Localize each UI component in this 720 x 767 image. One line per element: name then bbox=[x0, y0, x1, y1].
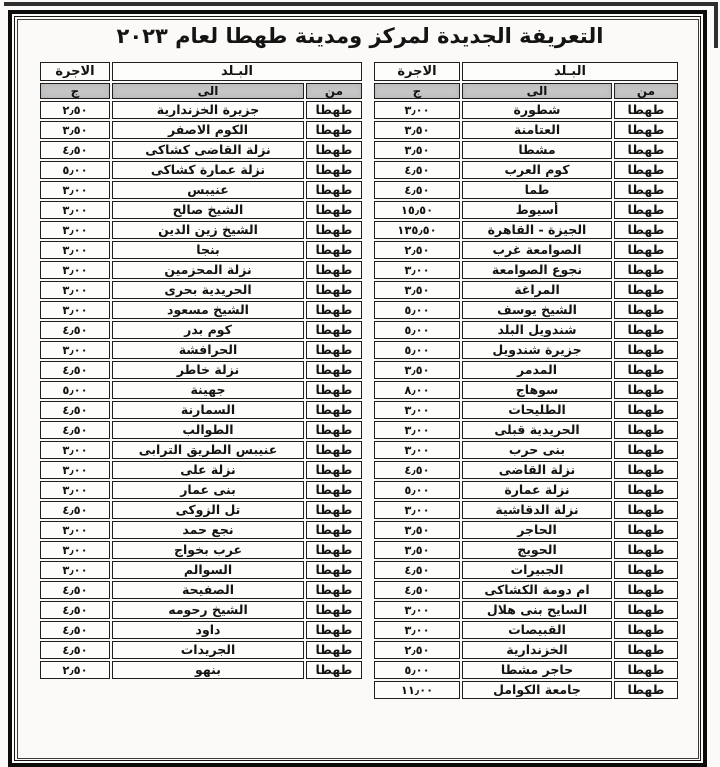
fare-table-right bbox=[372, 60, 680, 701]
table-row bbox=[374, 181, 678, 199]
to-cell: تل الزوكى bbox=[112, 501, 304, 519]
table-row bbox=[40, 381, 362, 399]
table-row bbox=[374, 601, 678, 619]
from-cell: طهطا bbox=[306, 401, 362, 419]
table-row bbox=[40, 421, 362, 439]
fare-cell: ٣٫٠٠ bbox=[40, 201, 110, 219]
fare-cell: ٢٫٥٠ bbox=[40, 661, 110, 679]
to-cell: أسيوط bbox=[462, 201, 612, 219]
to-cell: طما bbox=[462, 181, 612, 199]
to-cell: عنيبس الطريق الترابى bbox=[112, 441, 304, 459]
fare-cell: ٥٫٠٠ bbox=[374, 341, 460, 359]
fare-cell: ٣٫٥٠ bbox=[374, 121, 460, 139]
from-cell: طهطا bbox=[306, 481, 362, 499]
from-cell: طهطا bbox=[306, 181, 362, 199]
fare-cell: ٣٫٠٠ bbox=[374, 421, 460, 439]
to-cell: مشطا bbox=[462, 141, 612, 159]
header-from: من bbox=[306, 83, 362, 99]
sub-header-row bbox=[374, 83, 678, 99]
from-cell: طهطا bbox=[614, 601, 678, 619]
fare-cell: ٣٫٠٠ bbox=[374, 401, 460, 419]
from-cell: طهطا bbox=[614, 681, 678, 699]
fare-cell: ٤٫٥٠ bbox=[374, 581, 460, 599]
from-cell: طهطا bbox=[614, 341, 678, 359]
fare-cell: ٤٫٥٠ bbox=[40, 141, 110, 159]
from-cell: طهطا bbox=[306, 241, 362, 259]
to-cell: الطوالب bbox=[112, 421, 304, 439]
table-row bbox=[40, 481, 362, 499]
to-cell: الشيخ يوسف bbox=[462, 301, 612, 319]
to-cell: السوالم bbox=[112, 561, 304, 579]
to-cell: نزلة على bbox=[112, 461, 304, 479]
from-cell: طهطا bbox=[306, 461, 362, 479]
from-cell: طهطا bbox=[614, 241, 678, 259]
fare-cell: ٤٫٥٠ bbox=[374, 461, 460, 479]
to-cell: الشيخ صالح bbox=[112, 201, 304, 219]
table-row bbox=[40, 561, 362, 579]
fare-cell: ٤٫٥٠ bbox=[40, 501, 110, 519]
from-cell: طهطا bbox=[306, 581, 362, 599]
table-row bbox=[40, 641, 362, 659]
table-row bbox=[374, 641, 678, 659]
fare-cell: ٤٫٥٠ bbox=[40, 601, 110, 619]
to-cell: نزلة القاضى كشاكى bbox=[112, 141, 304, 159]
scan-edge-artifact-top bbox=[4, 2, 718, 6]
fare-cell: ٥٫٠٠ bbox=[374, 481, 460, 499]
sub-header-row bbox=[40, 83, 362, 99]
to-cell: الطليحات bbox=[462, 401, 612, 419]
from-cell: طهطا bbox=[306, 221, 362, 239]
to-cell: كوم العرب bbox=[462, 161, 612, 179]
fare-cell: ٣٫٠٠ bbox=[374, 101, 460, 119]
to-cell: شندويل البلد bbox=[462, 321, 612, 339]
title-suffix: لعام bbox=[175, 24, 219, 48]
table-row bbox=[374, 261, 678, 279]
fare-cell: ٣٫٥٠ bbox=[374, 141, 460, 159]
table-row bbox=[40, 341, 362, 359]
to-cell: الحريدية بحرى bbox=[112, 281, 304, 299]
table-row bbox=[374, 621, 678, 639]
fare-table-body bbox=[40, 101, 362, 679]
to-cell: المراغة bbox=[462, 281, 612, 299]
from-cell: طهطا bbox=[306, 561, 362, 579]
fare-cell: ٣٫٥٠ bbox=[374, 281, 460, 299]
from-cell: طهطا bbox=[614, 401, 678, 419]
table-row bbox=[374, 421, 678, 439]
header-currency: ج bbox=[374, 83, 460, 99]
from-cell: طهطا bbox=[614, 541, 678, 559]
table-row bbox=[374, 241, 678, 259]
to-cell: سوهاج bbox=[462, 381, 612, 399]
fare-cell: ٣٫٠٠ bbox=[374, 501, 460, 519]
fare-cell: ٥٫٠٠ bbox=[40, 381, 110, 399]
from-cell: طهطا bbox=[614, 181, 678, 199]
from-cell: طهطا bbox=[306, 661, 362, 679]
header-fare: الاجرة bbox=[40, 62, 110, 81]
fare-cell: ٤٫٥٠ bbox=[40, 641, 110, 659]
to-cell: الخزندارية bbox=[462, 641, 612, 659]
to-cell: نزلة القاضى bbox=[462, 461, 612, 479]
title-city: طهطا bbox=[225, 24, 288, 48]
to-cell: السمارنة bbox=[112, 401, 304, 419]
from-cell: طهطا bbox=[614, 441, 678, 459]
fare-cell: ٤٫٥٠ bbox=[40, 621, 110, 639]
from-cell: طهطا bbox=[614, 161, 678, 179]
table-row bbox=[40, 621, 362, 639]
to-cell: نزلة خاطر bbox=[112, 361, 304, 379]
from-cell: طهطا bbox=[306, 301, 362, 319]
fare-cell: ٤٫٥٠ bbox=[40, 361, 110, 379]
to-cell: عرب بخواج bbox=[112, 541, 304, 559]
table-row bbox=[374, 321, 678, 339]
table-row bbox=[40, 261, 362, 279]
from-cell: طهطا bbox=[306, 621, 362, 639]
to-cell: الجبيرات bbox=[462, 561, 612, 579]
fare-cell: ٤٫٥٠ bbox=[40, 401, 110, 419]
to-cell: نزلة عمارة كشاكى bbox=[112, 161, 304, 179]
fare-cell: ٣٫٠٠ bbox=[40, 301, 110, 319]
table-row bbox=[374, 501, 678, 519]
scan-edge-artifact-corner bbox=[714, 2, 718, 48]
header-to: الى bbox=[462, 83, 612, 99]
from-cell: طهطا bbox=[614, 281, 678, 299]
fare-cell: ٣٫٠٠ bbox=[40, 561, 110, 579]
to-cell: جزيرة الخزندارية bbox=[112, 101, 304, 119]
fare-cell: ٣٫٠٠ bbox=[40, 441, 110, 459]
fare-cell: ٤٫٥٠ bbox=[374, 161, 460, 179]
to-cell: الحريدية قبلى bbox=[462, 421, 612, 439]
to-cell: ام دومة الكشاكى bbox=[462, 581, 612, 599]
to-cell: القبيصات bbox=[462, 621, 612, 639]
fare-cell: ٥٫٠٠ bbox=[40, 161, 110, 179]
to-cell: الحاجر bbox=[462, 521, 612, 539]
fare-cell: ١٣٥٫٥٠ bbox=[374, 221, 460, 239]
fare-cell: ٢٫٥٠ bbox=[374, 241, 460, 259]
from-cell: طهطا bbox=[306, 441, 362, 459]
to-cell: بنجا bbox=[112, 241, 304, 259]
to-cell: الشيخ زين الدين bbox=[112, 221, 304, 239]
to-cell: داود bbox=[112, 621, 304, 639]
from-cell: طهطا bbox=[614, 641, 678, 659]
from-cell: طهطا bbox=[614, 201, 678, 219]
fare-cell: ١٥٫٥٠ bbox=[374, 201, 460, 219]
table-row bbox=[40, 321, 362, 339]
table-row bbox=[40, 501, 362, 519]
from-cell: طهطا bbox=[306, 501, 362, 519]
table-row bbox=[40, 521, 362, 539]
fare-cell: ٢٫٥٠ bbox=[40, 101, 110, 119]
table-row bbox=[374, 101, 678, 119]
from-cell: طهطا bbox=[614, 301, 678, 319]
table-row bbox=[374, 281, 678, 299]
from-cell: طهطا bbox=[614, 501, 678, 519]
from-cell: طهطا bbox=[306, 421, 362, 439]
to-cell: كوم بدر bbox=[112, 321, 304, 339]
fare-cell: ٨٫٠٠ bbox=[374, 381, 460, 399]
fare-cell: ٤٫٥٠ bbox=[40, 421, 110, 439]
fare-cell: ٣٫٥٠ bbox=[40, 121, 110, 139]
from-cell: طهطا bbox=[306, 201, 362, 219]
to-cell: الشيخ رحومه bbox=[112, 601, 304, 619]
fare-table-left bbox=[38, 60, 364, 681]
from-cell: طهطا bbox=[306, 121, 362, 139]
table-row bbox=[374, 221, 678, 239]
header-currency: ج bbox=[40, 83, 110, 99]
table-row bbox=[40, 161, 362, 179]
to-cell: الصفيحة bbox=[112, 581, 304, 599]
fare-cell: ٤٫٥٠ bbox=[40, 321, 110, 339]
table-row bbox=[40, 201, 362, 219]
table-row bbox=[40, 121, 362, 139]
to-cell: الشيخ مسعود bbox=[112, 301, 304, 319]
header-from: من bbox=[614, 83, 678, 99]
group-header-row bbox=[40, 62, 362, 81]
table-row bbox=[374, 541, 678, 559]
table-row bbox=[374, 201, 678, 219]
table-row bbox=[40, 541, 362, 559]
from-cell: طهطا bbox=[306, 541, 362, 559]
fare-cell: ٥٫٠٠ bbox=[374, 301, 460, 319]
from-cell: طهطا bbox=[306, 381, 362, 399]
table-row bbox=[40, 581, 362, 599]
fare-cell: ٣٫٠٠ bbox=[40, 341, 110, 359]
table-row bbox=[374, 141, 678, 159]
from-cell: طهطا bbox=[614, 521, 678, 539]
header-country: البـلد bbox=[112, 62, 362, 81]
fare-cell: ٣٫٠٠ bbox=[40, 181, 110, 199]
to-cell: عنيبس bbox=[112, 181, 304, 199]
from-cell: طهطا bbox=[306, 361, 362, 379]
from-cell: طهطا bbox=[306, 261, 362, 279]
from-cell: طهطا bbox=[614, 661, 678, 679]
table-row bbox=[374, 681, 678, 699]
from-cell: طهطا bbox=[614, 221, 678, 239]
to-cell: نزلة عمارة bbox=[462, 481, 612, 499]
table-row bbox=[40, 441, 362, 459]
to-cell: الحرافشة bbox=[112, 341, 304, 359]
fare-table-body bbox=[374, 101, 678, 699]
from-cell: طهطا bbox=[306, 141, 362, 159]
to-cell: جزيرة شندويل bbox=[462, 341, 612, 359]
table-row bbox=[374, 461, 678, 479]
fare-cell: ٣٫٠٠ bbox=[40, 521, 110, 539]
from-cell: طهطا bbox=[614, 481, 678, 499]
table-row bbox=[40, 401, 362, 419]
fare-cell: ٣٫٠٠ bbox=[374, 261, 460, 279]
to-cell: نزلة المحزمين bbox=[112, 261, 304, 279]
from-cell: طهطا bbox=[306, 601, 362, 619]
table-row bbox=[374, 161, 678, 179]
table-row bbox=[374, 121, 678, 139]
table-row bbox=[374, 401, 678, 419]
table-row bbox=[374, 381, 678, 399]
from-cell: طهطا bbox=[306, 161, 362, 179]
header-country: البـلد bbox=[462, 62, 678, 81]
table-row bbox=[374, 441, 678, 459]
fare-cell: ٤٫٥٠ bbox=[374, 561, 460, 579]
from-cell: طهطا bbox=[614, 381, 678, 399]
table-row bbox=[374, 561, 678, 579]
fare-cell: ٣٫٠٠ bbox=[40, 261, 110, 279]
fare-cell: ٣٫٠٠ bbox=[40, 481, 110, 499]
table-row bbox=[374, 581, 678, 599]
to-cell: العتامنة bbox=[462, 121, 612, 139]
fare-cell: ٣٫٠٠ bbox=[374, 441, 460, 459]
from-cell: طهطا bbox=[614, 321, 678, 339]
fare-cell: ٣٫٥٠ bbox=[374, 361, 460, 379]
fare-cell: ٣٫٠٠ bbox=[40, 281, 110, 299]
from-cell: طهطا bbox=[614, 581, 678, 599]
from-cell: طهطا bbox=[614, 621, 678, 639]
table-row bbox=[40, 361, 362, 379]
table-row bbox=[40, 661, 362, 679]
header-to: الى bbox=[112, 83, 304, 99]
from-cell: طهطا bbox=[614, 141, 678, 159]
table-row bbox=[40, 101, 362, 119]
group-header-row bbox=[374, 62, 678, 81]
fare-cell: ٤٫٥٠ bbox=[40, 581, 110, 599]
from-cell: طهطا bbox=[614, 461, 678, 479]
table-row bbox=[40, 281, 362, 299]
fare-cell: ٣٫٠٠ bbox=[40, 461, 110, 479]
header-fare: الاجرة bbox=[374, 62, 460, 81]
to-cell: حاجر مشطا bbox=[462, 661, 612, 679]
fare-cell: ٣٫٥٠ bbox=[374, 521, 460, 539]
table-row bbox=[40, 141, 362, 159]
table-row bbox=[374, 361, 678, 379]
from-cell: طهطا bbox=[306, 281, 362, 299]
table-row bbox=[374, 661, 678, 679]
from-cell: طهطا bbox=[306, 521, 362, 539]
from-cell: طهطا bbox=[306, 641, 362, 659]
from-cell: طهطا bbox=[614, 361, 678, 379]
to-cell: المدمر bbox=[462, 361, 612, 379]
fare-cell: ٣٫٥٠ bbox=[374, 541, 460, 559]
fare-cell: ٥٫٠٠ bbox=[374, 321, 460, 339]
table-row bbox=[40, 301, 362, 319]
to-cell: الحويج bbox=[462, 541, 612, 559]
from-cell: طهطا bbox=[614, 261, 678, 279]
from-cell: طهطا bbox=[614, 561, 678, 579]
to-cell: الجيزة - القاهرة bbox=[462, 221, 612, 239]
table-row bbox=[374, 301, 678, 319]
to-cell: جهينة bbox=[112, 381, 304, 399]
to-cell: بنى حرب bbox=[462, 441, 612, 459]
fare-cell: ١١٫٠٠ bbox=[374, 681, 460, 699]
to-cell: الكوم الاصفر bbox=[112, 121, 304, 139]
to-cell: نزلة الدقاشية bbox=[462, 501, 612, 519]
fare-cell: ٣٫٠٠ bbox=[40, 241, 110, 259]
table-row bbox=[374, 341, 678, 359]
fare-cell: ٣٫٠٠ bbox=[40, 221, 110, 239]
from-cell: طهطا bbox=[306, 341, 362, 359]
table-row bbox=[40, 601, 362, 619]
table-row bbox=[40, 221, 362, 239]
to-cell: بنى عمار bbox=[112, 481, 304, 499]
fare-tables bbox=[38, 60, 680, 701]
fare-cell: ٣٫٠٠ bbox=[374, 621, 460, 639]
fare-cell: ٢٫٥٠ bbox=[374, 641, 460, 659]
fare-cell: ٣٫٠٠ bbox=[374, 601, 460, 619]
from-cell: طهطا bbox=[614, 101, 678, 119]
to-cell: جامعة الكوامل bbox=[462, 681, 612, 699]
from-cell: طهطا bbox=[614, 121, 678, 139]
to-cell: الصوامعة غرب bbox=[462, 241, 612, 259]
to-cell: الجريدات bbox=[112, 641, 304, 659]
table-row bbox=[40, 461, 362, 479]
table-row bbox=[40, 241, 362, 259]
from-cell: طهطا bbox=[306, 101, 362, 119]
table-row bbox=[374, 521, 678, 539]
page-title bbox=[90, 24, 630, 54]
fare-cell: ٤٫٥٠ bbox=[374, 181, 460, 199]
table-row bbox=[40, 181, 362, 199]
to-cell: السايح بنى هلال bbox=[462, 601, 612, 619]
fare-cell: ٥٫٠٠ bbox=[374, 661, 460, 679]
to-cell: نجوع الصوامعة bbox=[462, 261, 612, 279]
title-prefix: التعريفة الجديدة لمركز ومدينة bbox=[294, 24, 604, 48]
to-cell: شطورة bbox=[462, 101, 612, 119]
to-cell: نجع حمد bbox=[112, 521, 304, 539]
title-year: ٢٠٢٣ bbox=[116, 24, 168, 48]
from-cell: طهطا bbox=[614, 421, 678, 439]
from-cell: طهطا bbox=[306, 321, 362, 339]
fare-cell: ٣٫٠٠ bbox=[40, 541, 110, 559]
to-cell: بنهو bbox=[112, 661, 304, 679]
table-row bbox=[374, 481, 678, 499]
